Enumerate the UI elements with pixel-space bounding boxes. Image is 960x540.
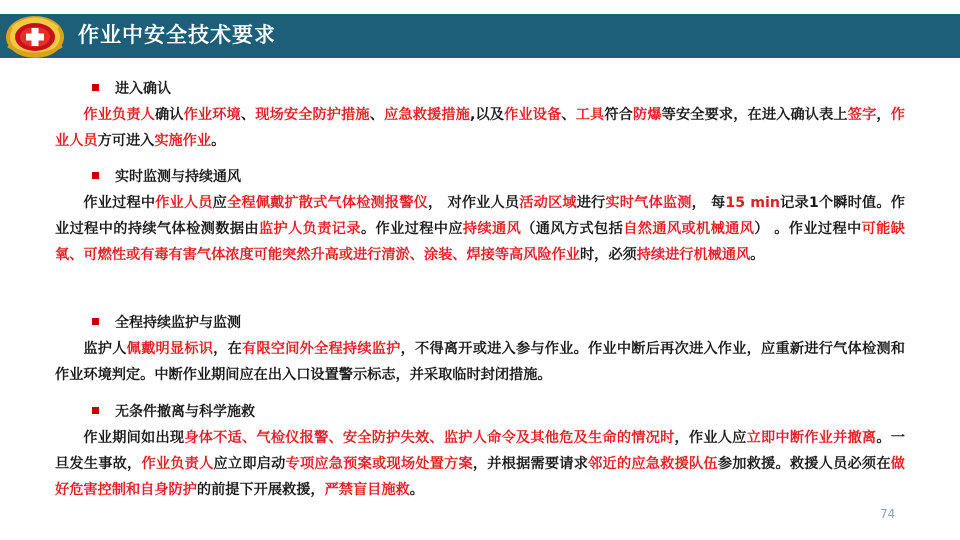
body-text: 。一旦发生事故， <box>55 430 905 472</box>
section-paragraph <box>55 336 905 388</box>
body-text: 等安全要求，在进入确认表上 <box>661 107 848 123</box>
highlighted-text: 全程佩戴扩散式气体检测报警仪 <box>226 195 428 211</box>
body-text: ,以及 <box>469 107 505 123</box>
body-text: ， 对作业人员 <box>428 195 520 211</box>
section-paragraph <box>55 102 905 154</box>
highlighted-text: 监护人负责记录 <box>258 221 361 237</box>
body-text: 、 <box>561 107 576 123</box>
highlighted-text: 做好危害控制和自身防护 <box>55 456 905 498</box>
body-text: 监护人 <box>83 341 127 357</box>
square-bullet-icon <box>92 318 99 325</box>
body-text: 、 <box>240 107 256 123</box>
safety-emblem-icon <box>4 10 66 60</box>
section-heading-supervision <box>92 313 241 333</box>
square-bullet-icon <box>92 84 99 91</box>
section-heading-entry <box>92 79 171 99</box>
highlighted-text: 可能缺氧、可燃性或有毒有害气体浓度可能突然升高或进行清淤、涂装、焊接等高风险作业 <box>55 221 905 263</box>
highlighted-text: 严禁盲目施救 <box>324 482 410 498</box>
highlighted-text: 作业环境 <box>183 107 241 123</box>
highlighted-text: 邻近的应急救援队伍 <box>588 456 718 472</box>
section-heading-monitoring <box>92 167 241 187</box>
highlighted-text: 现场安全防护措施 <box>255 107 370 123</box>
section-heading-evacuation <box>92 402 255 422</box>
body-text: ） 。作业过程中 <box>754 221 862 237</box>
body-text: （通风方式包括 <box>521 221 624 237</box>
body-text: 方可进入 <box>97 133 155 149</box>
body-text: ，作业人应 <box>674 430 747 446</box>
page-title: 作业中安全技术要求 <box>78 23 276 47</box>
body-text: 应 <box>212 195 227 211</box>
body-text: 记录1个瞬时值。作业过程中的持续气体检测数据由 <box>55 195 905 237</box>
body-text: 作业期间如出现 <box>83 430 185 446</box>
body-text: 参加救援。救援人员必须在 <box>717 456 891 472</box>
square-bullet-icon <box>92 172 99 179</box>
highlighted-text: 佩戴明显标识 <box>126 341 214 357</box>
highlighted-text: 作业负责人 <box>83 107 155 123</box>
section-heading-label: 无条件撤离与科学施救 <box>115 404 255 420</box>
highlighted-text: 防爆 <box>633 107 662 123</box>
highlighted-text: 立即中断作业并撤离 <box>746 430 877 446</box>
highlighted-text: 15 min <box>725 195 781 211</box>
body-text: 的前提下开展救援， <box>196 482 325 498</box>
body-text: 确认 <box>154 107 184 123</box>
section-paragraph <box>55 190 905 268</box>
highlighted-text: 实时气体监测 <box>605 195 692 211</box>
body-text: 。 <box>409 482 424 498</box>
body-text: 时，必须 <box>579 247 637 263</box>
highlighted-text: 自然通风或机械通风 <box>623 221 755 237</box>
body-text: ， 每 <box>691 195 726 211</box>
highlighted-text: 应急救援措施 <box>384 107 470 123</box>
highlighted-text: 作业人员 <box>155 195 213 211</box>
highlighted-text: 工具 <box>575 107 605 123</box>
highlighted-text: 活动区域 <box>519 195 577 211</box>
body-text: 进行 <box>576 195 606 211</box>
highlighted-text: 作业设备 <box>504 107 562 123</box>
highlighted-text: 持续进行机械通风 <box>636 247 751 263</box>
body-text: ，并根据需要请求 <box>472 456 589 472</box>
body-text: 、 <box>369 107 385 123</box>
page-number: 74 <box>880 507 896 521</box>
section-heading-label: 全程持续监护与监测 <box>115 315 241 331</box>
section-heading-label: 进入确认 <box>115 81 171 97</box>
highlighted-text: 实施作业 <box>154 133 212 149</box>
body-text: 应立即启动 <box>213 456 286 472</box>
highlighted-text: 持续通风 <box>462 221 522 237</box>
highlighted-text: 专项应急预案或现场处置方案 <box>285 456 473 472</box>
section-heading-label: 实时监测与持续通风 <box>115 169 241 185</box>
body-text: ，在 <box>213 341 243 357</box>
body-text: 作业过程中 <box>83 195 156 211</box>
body-text: ，不得离开或进入参与作业。作业中断后再次进入作业，应重新进行气体检测和作业环境判定。中断作业期间应在出入口设置警示标志，并采取临时封闭措施。 <box>55 341 905 383</box>
section-paragraph <box>55 425 905 503</box>
body-text: ， <box>876 107 891 123</box>
body-text: 符合 <box>604 107 633 123</box>
highlighted-text: 身体不适、气检仪报警、安全防护失效、监护人命令及其他危及生命的情况时 <box>184 430 675 446</box>
highlighted-text: 作业人员 <box>55 107 905 149</box>
body-text: 。 <box>750 247 765 263</box>
body-text: 。 <box>211 133 226 149</box>
highlighted-text: 签字 <box>847 107 877 123</box>
body-text: 。作业过程中应 <box>360 221 463 237</box>
highlighted-text: 有限空间外全程持续监护 <box>242 341 401 357</box>
highlighted-text: 作业负责人 <box>141 456 214 472</box>
square-bullet-icon <box>92 407 99 414</box>
